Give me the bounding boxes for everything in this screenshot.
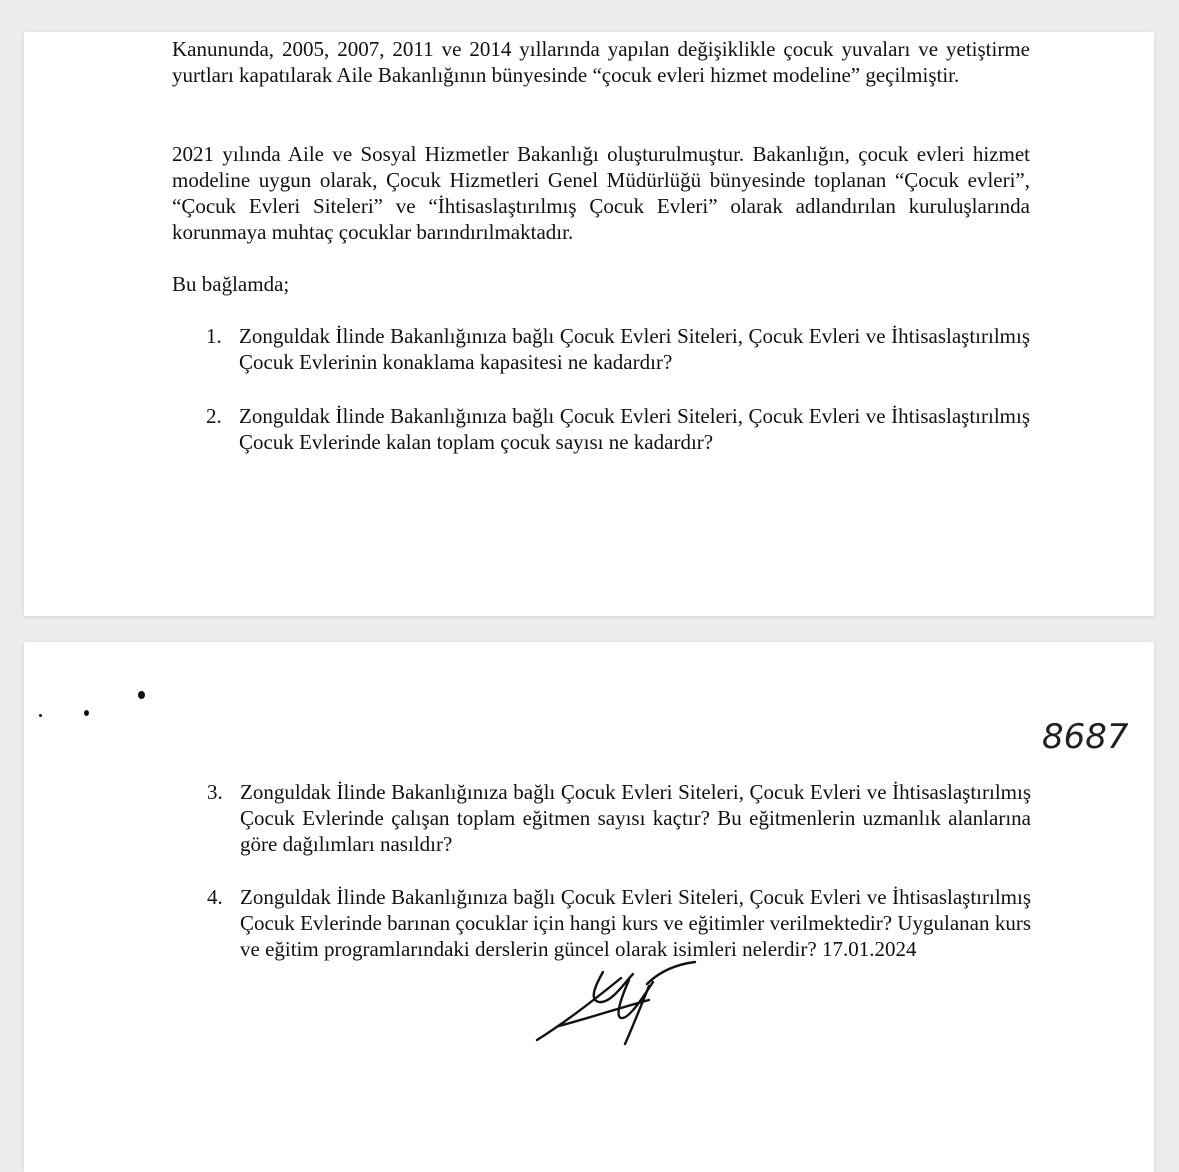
document-page-1: [24, 32, 1154, 616]
context-line: Bu bağlamda;: [172, 272, 290, 296]
question-text: Zonguldak İlinde Bakanlığınıza bağlı Çocuk Evleri Siteleri, Çocuk Evleri ve İhtisaslaştırılmış Çocuk Evlerinde kalan toplam çocuk sayısı ne kadardır?: [239, 404, 1030, 454]
question-item-4: [207, 884, 1031, 962]
ink-dot: [138, 691, 145, 699]
handwritten-number-text: 8687: [1042, 717, 1129, 756]
question-item-3: [207, 779, 1031, 857]
question-number: 2.: [206, 404, 222, 428]
ink-dot: [84, 710, 89, 716]
question-text: Zonguldak İlinde Bakanlığınıza bağlı Çocuk Evleri Siteleri, Çocuk Evleri ve İhtisaslaştırılmış Çocuk Evlerinin konaklama kapasitesi ne kadardır?: [239, 324, 1030, 374]
question-item-1: [206, 323, 1030, 375]
ministry-paragraph: 2021 yılında Aile ve Sosyal Hizmetler Bakanlığı oluşturulmuştur. Bakanlığın, çocuk evleri hizmet modeline uygun olarak, Çocuk Hizmetleri Genel Müdürlüğü bünyesinde toplanan “Çocuk evleri”, “Çocuk Evleri Siteleri” ve “İhtisaslaştırılmış Çocuk Evleri” olarak adlandırılan kuruluşlarında korunmaya muhtaç çocuklar barındırılmaktadır.: [172, 142, 1030, 244]
handwritten-signature: [529, 960, 699, 1048]
ink-dot: [39, 714, 42, 717]
handwritten-document-number: [1038, 712, 1134, 756]
question-number: 4.: [207, 885, 223, 909]
intro-paragraph: Kanununda, 2005, 2007, 2011 ve 2014 yıllarında yapılan değişiklikle çocuk yuvaları ve yetiştirme yurtları kapatılarak Aile Bakanlığının bünyesinde “çocuk evleri hizmet modeline” geçilmiştir.: [172, 37, 1030, 87]
question-number: 3.: [207, 780, 223, 804]
question-text: Zonguldak İlinde Bakanlığınıza bağlı Çocuk Evleri Siteleri, Çocuk Evleri ve İhtisaslaştırılmış Çocuk Evlerinde barınan çocuklar için hangi kurs ve eğitimler verilmektedir? Uygulanan kurs ve eğitim programlarındaki derslerin güncel olarak isimleri nelerdir? 17.01.2024: [240, 885, 1031, 961]
question-item-2: [206, 403, 1030, 455]
question-number: 1.: [206, 324, 222, 348]
question-text: Zonguldak İlinde Bakanlığınıza bağlı Çocuk Evleri Siteleri, Çocuk Evleri ve İhtisaslaştırılmış Çocuk Evlerinde çalışan toplam eğitmen sayısı kaçtır? Bu eğitmenlerin uzmanlık alanlarına göre dağılımları nasıldır?: [240, 780, 1031, 856]
document-page-2: [24, 642, 1154, 1172]
